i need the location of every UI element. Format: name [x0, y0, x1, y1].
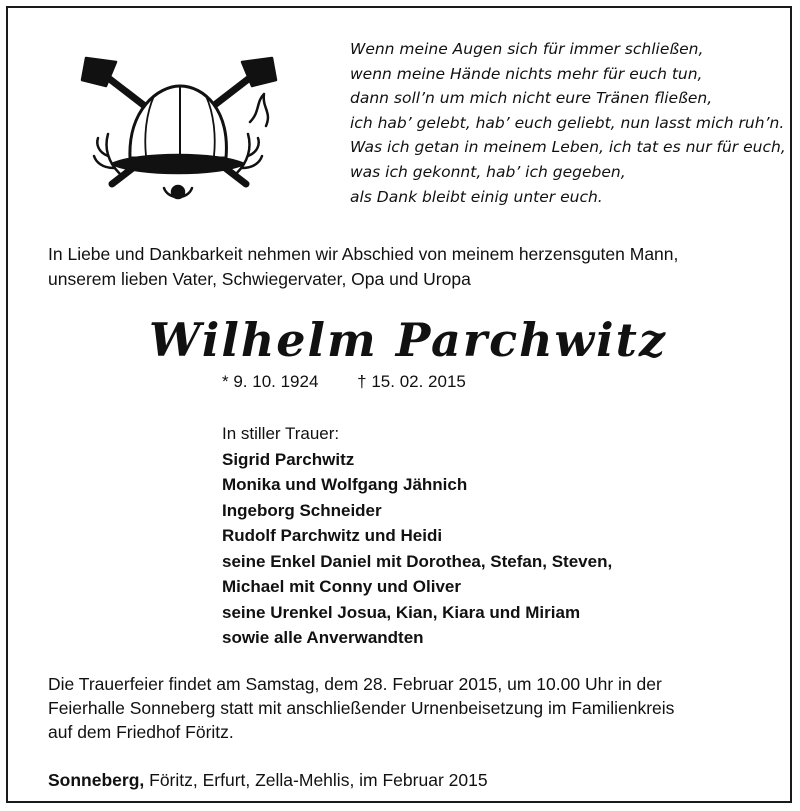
service-line: Feierhalle Sonneberg statt mit anschließender Urnenbeisetzung im Familienkreis	[48, 698, 675, 718]
funeral-service-info	[48, 672, 766, 744]
mourner-name: Sigrid Parchwitz	[222, 449, 355, 469]
mourner-name: Rudolf Parchwitz und Heidi	[222, 526, 443, 545]
obituary-notice	[6, 6, 792, 803]
poem	[350, 37, 786, 209]
birth-date: * 9. 10. 1924	[222, 372, 319, 391]
intro-line: In Liebe und Dankbarkeit nehmen wir Abschied von meinem herzensguten Mann,	[48, 244, 679, 264]
poem-line: dann soll’n um mich nicht eure Tränen fließen,	[350, 89, 713, 108]
service-line: Die Trauerfeier findet am Samstag, dem 28. Februar 2015, um 10.00 Uhr in der	[48, 674, 662, 694]
poem-line: als Dank bleibt einig unter euch.	[350, 187, 603, 206]
poem-line: was ich gekonnt, hab’ ich gegeben,	[350, 162, 626, 181]
intro-line: unserem lieben Vater, Schwiegervater, Opa und Uropa	[48, 269, 471, 289]
mourners-heading: In stiller Trauer:	[222, 424, 340, 443]
mourner-name: seine Urenkel Josua, Kian, Kiara und Miriam	[222, 602, 581, 622]
poem-line: ich hab’ gelebt, hab’ euch geliebt, nun lasst mich ruh’n.	[350, 113, 785, 132]
poem-line: wenn meine Hände nichts mehr für euch tun,	[350, 64, 703, 83]
life-dates	[222, 370, 466, 394]
mourner-name: Michael mit Conny und Oliver	[222, 577, 461, 596]
signoff	[48, 768, 488, 792]
signoff-rest: Föritz, Erfurt, Zella-Mehlis, im Februar 2015	[144, 770, 488, 790]
signoff-place: Sonneberg,	[48, 770, 145, 790]
mourner-name: Ingeborg Schneider	[222, 500, 382, 520]
intro-text	[48, 242, 778, 292]
firefighter-emblem-icon	[68, 52, 288, 210]
death-date: † 15. 02. 2015	[357, 372, 466, 391]
service-line: auf dem Friedhof Föritz.	[48, 722, 234, 742]
mourner-name: Monika und Wolfgang Jähnich	[222, 475, 468, 494]
poem-line: Was ich getan in meinem Leben, ich tat es nur für euch,	[350, 138, 786, 157]
mourner-name: seine Enkel Daniel mit Dorothea, Stefan, Steven,	[222, 551, 613, 571]
mourners-list	[222, 421, 612, 651]
deceased-name: Wilhelm Parchwitz	[149, 313, 667, 367]
mourner-name: sowie alle Anverwandten	[222, 628, 424, 647]
poem-line: Wenn meine Augen sich für immer schließen,	[350, 40, 704, 58]
